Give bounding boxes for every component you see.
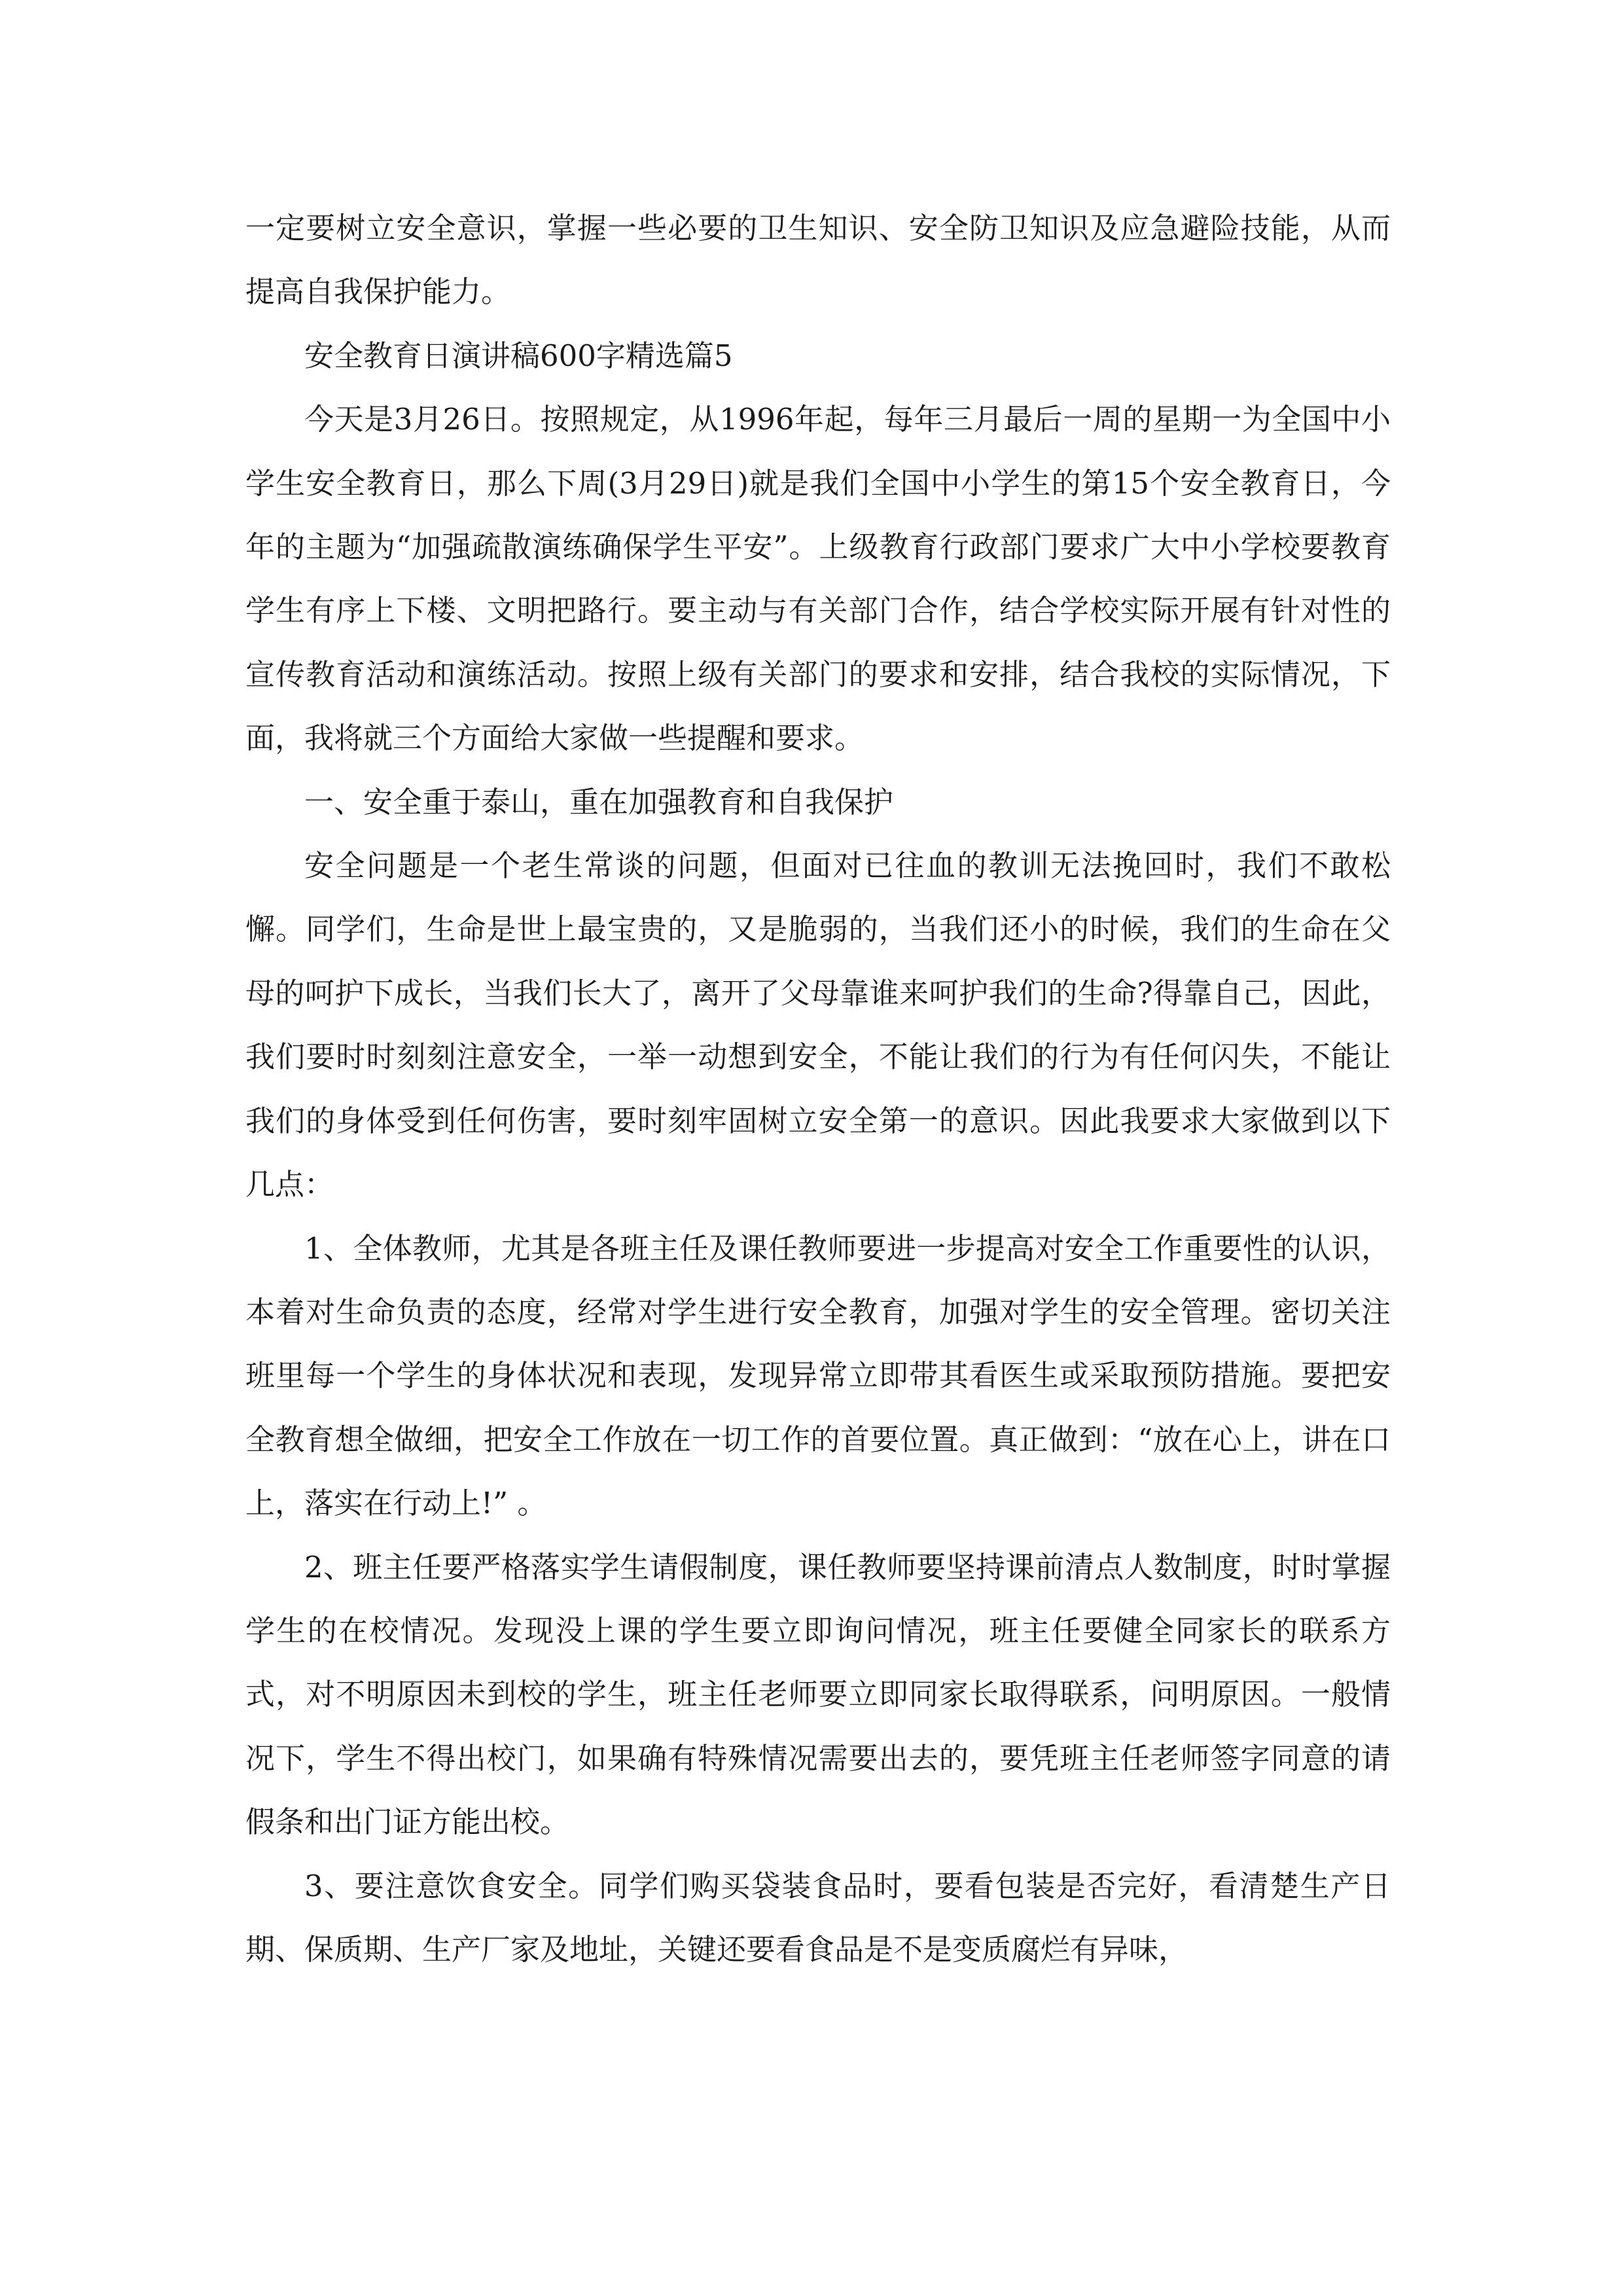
subsection-heading: 一、安全重于泰山，重在加强教育和自我保护: [304, 784, 894, 819]
section-heading: 安全教育日演讲稿600字精选篇5: [304, 338, 733, 373]
paragraph-safety: 安全问题是一个老生常谈的问题，但面对已往血的教训无法挽回时，我们不敢松懈。同学们，生命是世上最宝贵的，又是脆弱的，当我们还小的时候，我们的生命在父母的呵护下成长，当我们长大了，离开了父母靠谁来呵护我们的生命?得靠自己，因此，我们要时时刻刻注意安全，一举一动想到安全，不能让我们的行为有任何闪失，不能让我们的身体受到任何伤害，要时刻牢固树立安全第一的意识。因此我要求大家做到以下几点：: [245, 848, 1391, 1202]
list-item-2: 2、班主任要严格落实学生请假制度，课任教师要坚持课前清点人数制度，时时掌握学生的在校情况。发现没上课的学生要立即询问情况，班主任要健全同家长的联系方式，对不明原因未到校的学生，班主任老师要立即同家长取得联系，问明原因。一般情况下，学生不得出校门，如果确有特殊情况需要出去的，要凭班主任老师签字同意的请假条和出门证方能出校。: [245, 1549, 1391, 1840]
paragraph-continuation: 一定要树立安全意识，掌握一些必要的卫生知识、安全防卫知识及应急避险技能，从而提高自我保护能力。: [245, 211, 1391, 310]
list-item-1: 1、全体教师，尤其是各班主任及课任教师要进一步提高对安全工作重要性的认识，本着对生命负责的态度，经常对学生进行安全教育，加强对学生的安全管理。密切关注班里每一个学生的身体状况和表现，发现异常立即带其看医生或采取预防措施。要把安全教育想全做细，把安全工作放在一切工作的首要位置。真正做到：“放在心上，讲在口上，落实在行动上!” 。: [245, 1230, 1391, 1521]
list-item-3: 3、要注意饮食安全。同学们购买袋装食品时，要看包装是否完好，看清楚生产日期、保质期、生产厂家及地址，关键还要看食品是不是变质腐烂有异味，: [245, 1868, 1391, 1967]
paragraph-intro: 今天是3月26日。按照规定，从1996年起，每年三月最后一周的星期一为全国中小学生安全教育日，那么下周(3月29日)就是我们全国中小学生的第15个安全教育日，今年的主题为“加强疏散演练确保学生平安”。上级教育行政部门要求广大中小学校要教育学生有序上下楼、文明把路行。要主动与有关部门合作，结合学校实际开展有针对性的宣传教育活动和演练活动。按照上级有关部门的要求和安排，结合我校的实际情况，下面，我将就三个方面给大家做一些提醒和要求。: [245, 402, 1391, 756]
document-body: [245, 196, 1391, 1981]
